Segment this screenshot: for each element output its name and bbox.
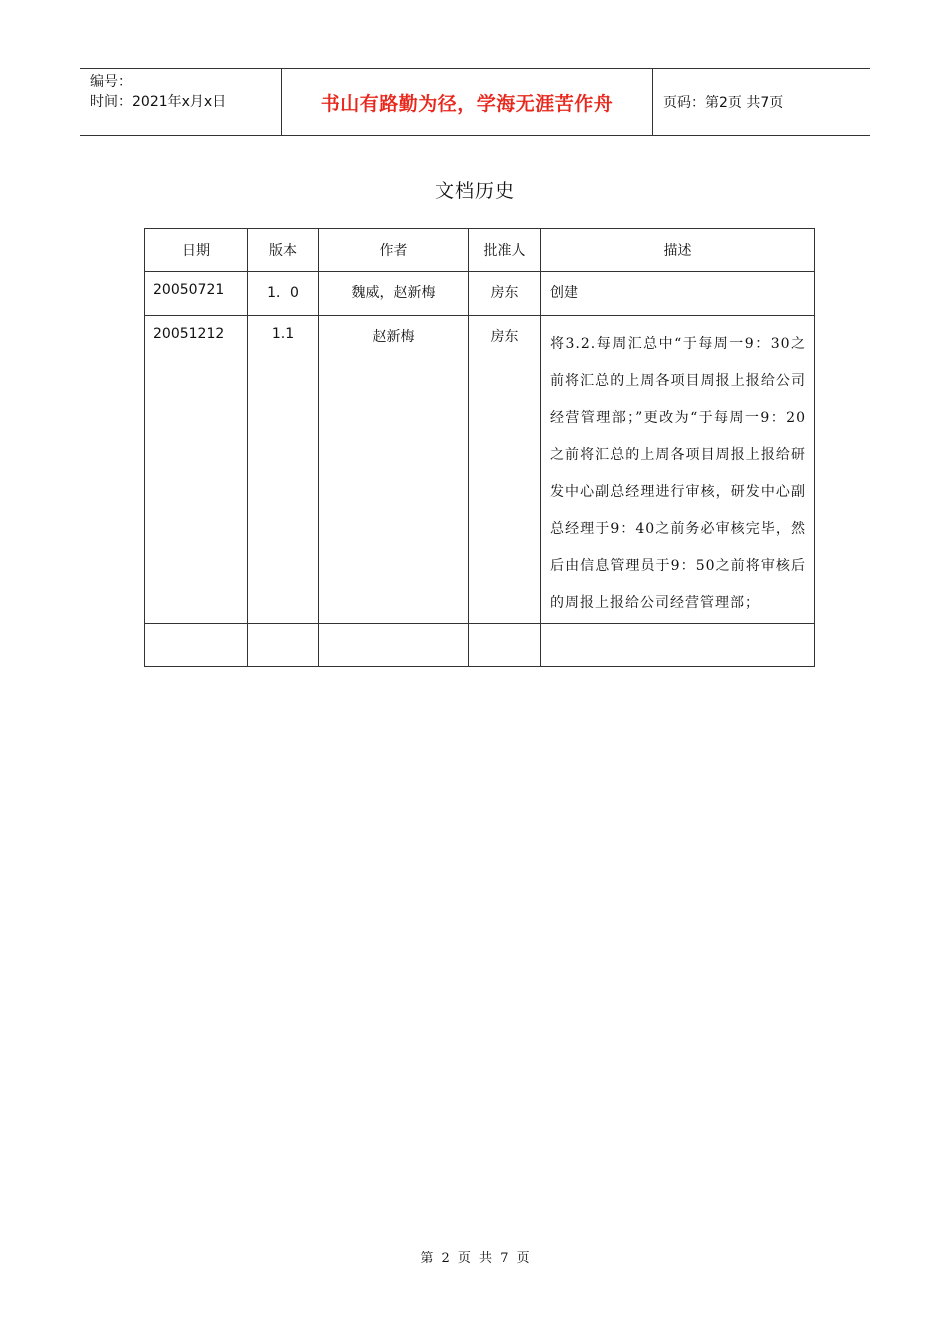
cell-date: 20051212 xyxy=(145,316,248,624)
table-header-row xyxy=(145,229,815,272)
cell-date xyxy=(145,624,248,667)
column-header-approver: 批准人 xyxy=(469,229,541,272)
table-row xyxy=(145,316,815,624)
cell-description: 创建 xyxy=(541,272,815,316)
cell-version xyxy=(248,624,319,667)
cell-description xyxy=(541,624,815,667)
column-header-date: 日期 xyxy=(145,229,248,272)
document-title: 文档历史 xyxy=(434,180,515,202)
table-row xyxy=(145,624,815,667)
cell-approver xyxy=(469,624,541,667)
header-motto: 书山有路勤为径，学海无涯苦作舟 xyxy=(281,69,653,135)
page-footer: 第 2 页 共 7 页 xyxy=(420,1251,530,1266)
cell-approver: 房东 xyxy=(469,272,541,316)
column-header-author: 作者 xyxy=(319,229,469,272)
page-header xyxy=(80,68,870,136)
header-meta xyxy=(80,69,281,135)
cell-author: 魏威，赵新梅 xyxy=(319,272,469,316)
document-history-table xyxy=(144,228,815,667)
document-number-label: 编号： xyxy=(90,74,132,90)
table-row xyxy=(145,272,815,316)
cell-date: 20050721 xyxy=(145,272,248,316)
document-time-label: 时间：2021年x月x日 xyxy=(90,94,227,110)
cell-version: 1.1 xyxy=(248,316,319,624)
cell-author: 赵新梅 xyxy=(319,316,469,624)
cell-version: 1．0 xyxy=(248,272,319,316)
column-header-version: 版本 xyxy=(248,229,319,272)
cell-author xyxy=(319,624,469,667)
cell-description: 将3.2.每周汇总中“于每周一9：30之前将汇总的上周各项目周报上报给公司经营管理部；”更改为“于每周一9：20之前将汇总的上周各项目周报上报给研发中心副总经理进行审核，研发中心副总经理于9：40之前务必审核完毕，然后由信息管理员于9：50之前将审核后的周报上报给公司经营管理部； xyxy=(541,316,815,624)
column-header-description: 描述 xyxy=(541,229,815,272)
header-page-info: 页码：第2页 共7页 xyxy=(663,95,784,111)
cell-approver: 房东 xyxy=(469,316,541,624)
